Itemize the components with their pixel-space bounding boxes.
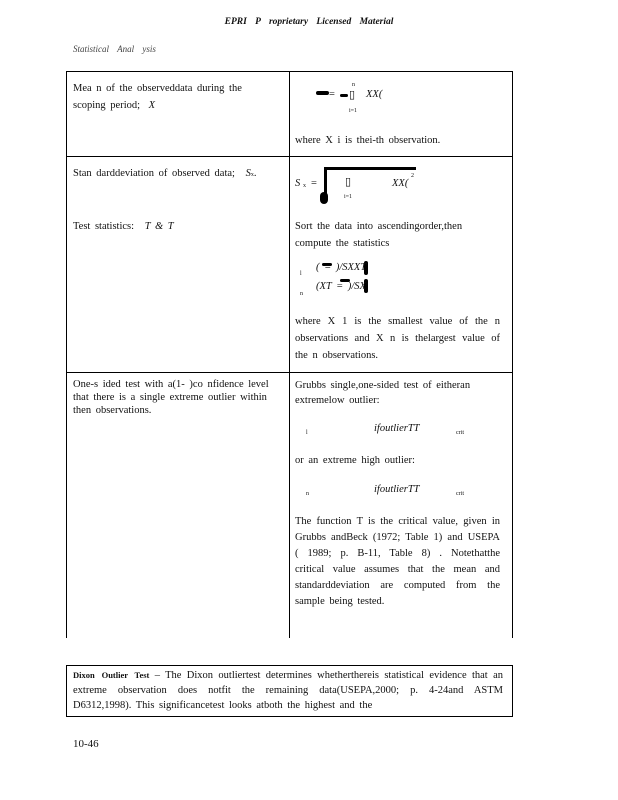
radical-hook [320, 192, 328, 204]
radical-stem [324, 167, 327, 195]
grubbs-intro: Grubbs single,one-sided test of eitheran extremelow outlier: [295, 380, 471, 406]
sort-note: where X 1 is the smallest value of the n observations and X n is thelargest value of the n observations. [295, 316, 500, 361]
test-statistic-formulas: l ( = )/SXXT n (XT = )/SX [300, 262, 367, 297]
sort-instruction: Sort the data into ascendingorder,then compute the statistics [295, 221, 463, 249]
page-number: 10-46 [73, 738, 99, 750]
section-title: Statistical Anal ysis [73, 44, 156, 54]
formula-bar [340, 94, 348, 97]
grubbs-low-formula: l ifoutlierTT crit [306, 423, 464, 436]
table-row-divider [66, 372, 513, 373]
radical-bar [324, 167, 416, 170]
mean-symbol: X [148, 100, 156, 111]
dixon-paragraph: Dixon Outlier Test – The Dixon outliertest determines whetherthereis statistical evidence that an extreme observation does notfit the remaining data(USEPA,2000; p. 4-24and ASTM D6312,1998). This significancetest looks atboth the highest and the [73, 670, 503, 711]
critical-value-note: The function T is the critical value, given in Grubbs andBeck (1972; Table 1) and USEPA ( 1989; p. B-11, Table 8) . Notethatthe critical value assumes that the mean and standarddeviation are computed from the sample being tested. [295, 516, 500, 607]
confidence-definition: One-s ided test with a(1- )co nfidence level that there is a single extreme outlier within then observations. [73, 379, 269, 416]
mean-definition: Mea n of the observeddata during the scoping period; X [73, 83, 242, 111]
grubbs-high-formula: n ifoutlierTT crit [306, 484, 464, 497]
formula-bar [316, 91, 329, 95]
running-header: EPRI P roprietary Licensed Material [224, 17, 394, 27]
stddev-formula: S x = ▯ i=1 XX( 2 [295, 163, 505, 208]
table-row-divider [66, 156, 513, 157]
stddev-definition: Stan darddeviation of observed data; Sx. [73, 168, 257, 179]
grubbs-mid: or an extreme high outlier: [295, 455, 415, 466]
mean-note: where X i is thei-th observation. [295, 135, 441, 146]
test-statistics-label: Test statistics: T & T [73, 221, 174, 232]
dixon-label: Dixon Outlier Test [73, 670, 150, 680]
